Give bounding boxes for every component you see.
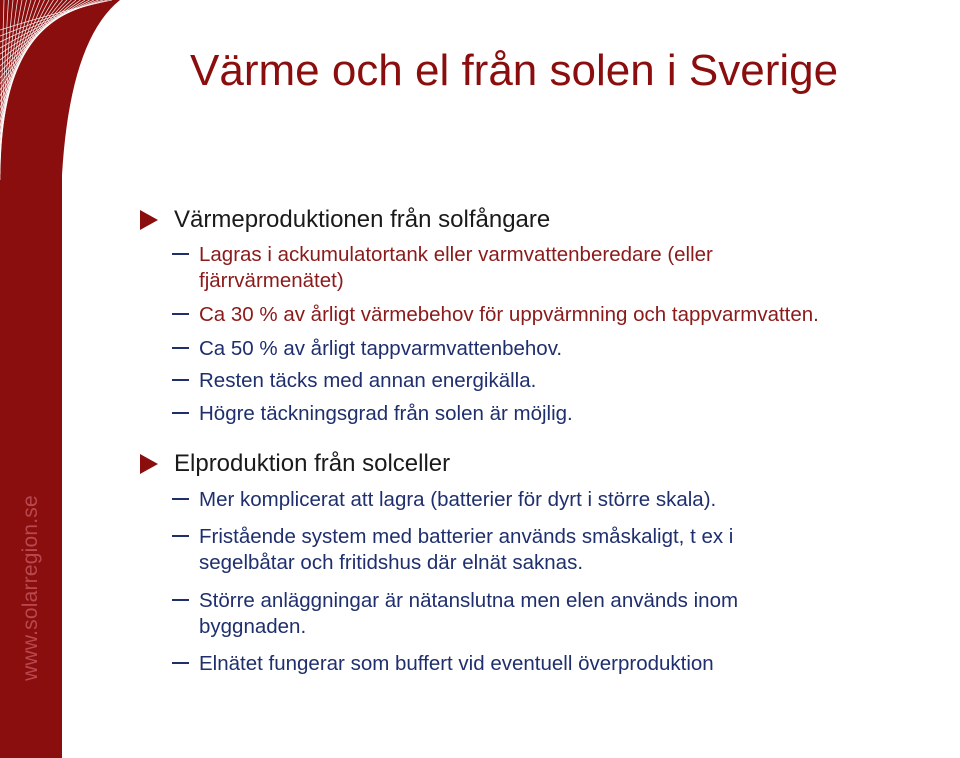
dash-bullet-icon: [172, 662, 189, 664]
sub-item-text: Resten täcks med annan energikälla.: [199, 369, 537, 392]
sub-item-50-percent: [172, 336, 562, 362]
dash-bullet-icon: [172, 313, 189, 315]
sub-item-text: Mer komplicerat att lagra (batterier för dyrt i större skala).: [199, 488, 717, 511]
dash-bullet-icon: [172, 379, 189, 381]
dash-bullet-icon: [172, 535, 189, 537]
sub-item-standalone-systems: [172, 524, 733, 576]
bullet-electricity-production: [140, 450, 450, 478]
sub-item-other-source: [172, 368, 536, 394]
dash-bullet-icon: [172, 498, 189, 500]
sub-item-higher-coverage: [172, 401, 573, 427]
dash-bullet-icon: [172, 253, 189, 255]
sub-item-storage: [172, 242, 713, 294]
sub-item-30-percent: [172, 302, 819, 328]
sub-item-line: segelbåtar och fritidshus där elnät saknas.: [199, 551, 584, 574]
sub-item-grid-connected: [172, 588, 738, 640]
dash-bullet-icon: [172, 599, 189, 601]
sub-item-line: fjärrvärmenätet): [199, 269, 344, 292]
swoosh-background: [0, 0, 120, 200]
triangle-bullet-icon: [140, 454, 158, 474]
sub-item-text: Högre täckningsgrad från solen är möjlig.: [199, 402, 573, 425]
sub-item-line: byggnaden.: [199, 615, 307, 638]
sub-item-line: Fristående system med batterier används småskaligt, t ex i: [199, 525, 734, 548]
sub-item-grid-buffer: [172, 651, 714, 677]
website-label: www.solarregion.se: [19, 495, 42, 681]
sub-item-line: Större anläggningar är nätanslutna men elen används inom: [199, 589, 739, 612]
sub-item-text: Ca 50 % av årligt tappvarmvattenbehov.: [199, 337, 563, 360]
decorative-swoosh: [0, 0, 200, 200]
bullet-label: Värmeproduktionen från solfångare: [174, 206, 551, 233]
dash-bullet-icon: [172, 412, 189, 414]
bullet-heat-production: [140, 206, 550, 234]
bullet-label: Elproduktion från solceller: [174, 450, 451, 477]
sub-item-line: Lagras i ackumulatortank eller varmvattenberedare (eller: [199, 243, 713, 266]
sub-item-text: Elnätet fungerar som buffert vid eventuell överproduktion: [199, 652, 714, 675]
sub-item-storage-complicated: [172, 487, 716, 513]
dash-bullet-icon: [172, 347, 189, 349]
slide-title: Värme och el från solen i Sverige: [190, 46, 839, 95]
triangle-bullet-icon: [140, 210, 158, 230]
sub-item-text: Ca 30 % av årligt värmebehov för uppvärmning och tappvarmvatten.: [199, 303, 819, 326]
